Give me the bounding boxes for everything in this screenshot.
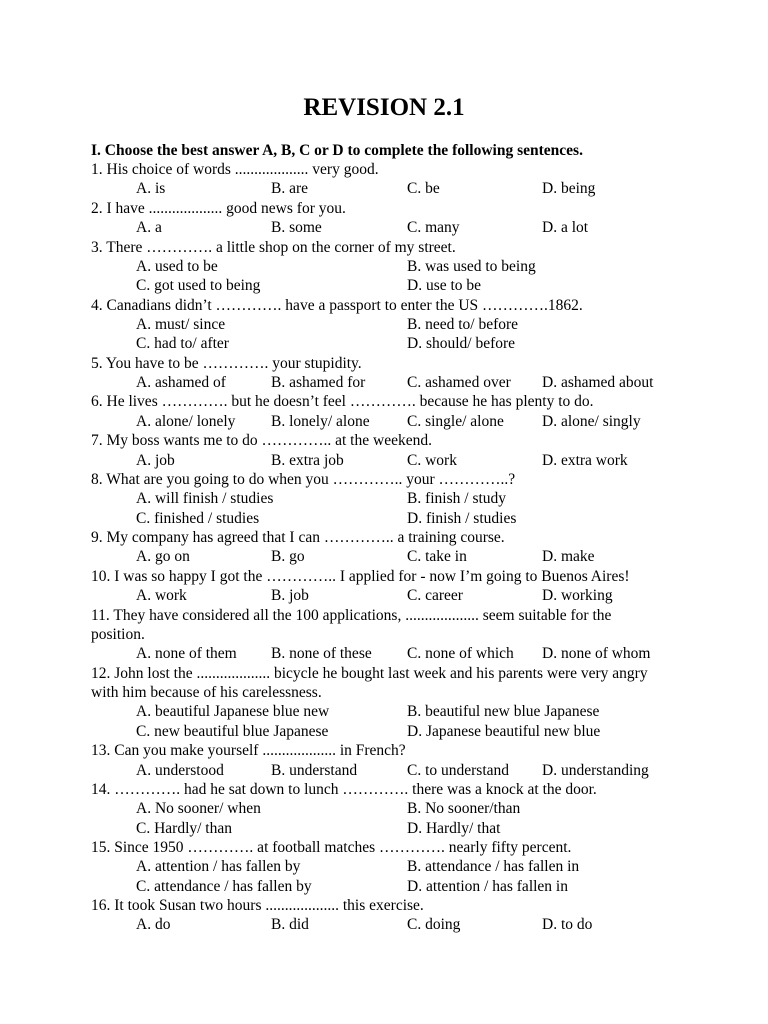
question-3-option-d: D. use to be: [407, 277, 482, 295]
question-1-option-c: C. be: [407, 180, 440, 198]
question-15-option-b: B. attendance / has fallen in: [407, 858, 580, 876]
question-11-option-d: D. none of whom: [542, 645, 651, 663]
question-13-stem: 13. Can you make yourself ................... in French?: [91, 742, 406, 760]
question-5-option-b: B. ashamed for: [271, 374, 366, 392]
question-16-stem: 16. It took Susan two hours ................... this exercise.: [91, 897, 424, 915]
question-13-option-c: C. to understand: [407, 761, 510, 779]
question-3-option-b: B. was used to being: [407, 257, 536, 275]
question-7-option-d: D. extra work: [542, 451, 628, 469]
page-title: REVISION 2.1: [303, 94, 465, 121]
question-11-stem: 11. They have considered all the 100 applications, ................... seem suitable for the: [91, 606, 612, 624]
question-8-option-a: A. will finish / studies: [136, 490, 274, 508]
question-14-option-c: C. Hardly/ than: [136, 819, 232, 837]
question-2-option-d: D. a lot: [542, 219, 589, 237]
question-10-option-b: B. job: [271, 587, 309, 605]
question-14-option-d: D. Hardly/ that: [407, 819, 501, 837]
question-15-stem: 15. Since 1950 …………. at football matches …………. nearly fifty percent.: [91, 839, 572, 856]
question-9-option-b: B. go: [271, 548, 305, 566]
question-14-stem: 14. …………. had he sat down to lunch …………. there was a knock at the door.: [91, 780, 597, 798]
question-5-stem: 5. You have to be …………. your stupidity.: [91, 354, 362, 372]
question-1-option-d: D. being: [542, 180, 596, 198]
question-11-option-c: C. none of which: [407, 645, 514, 663]
question-4-option-d: D. should/ before: [407, 335, 516, 353]
question-8-stem: 8. What are you going to do when you ………….. your …………..?: [91, 470, 516, 488]
question-13-option-d: D. understanding: [542, 761, 649, 779]
question-13-option-a: A. understood: [136, 761, 224, 779]
question-8-option-c: C. finished / studies: [136, 509, 260, 527]
question-1-option-b: B. are: [271, 180, 309, 198]
question-6-option-a: A. alone/ lonely: [136, 412, 236, 430]
question-6-option-b: B. lonely/ alone: [271, 412, 370, 430]
question-16-option-c: C. doing: [407, 916, 461, 934]
question-4-option-a: A. must/ since: [136, 316, 226, 333]
question-4-option-c: C. had to/ after: [136, 335, 229, 353]
question-13-option-b: B. understand: [271, 761, 358, 779]
section-instruction: I. Choose the best answer A, B, C or D to complete the following sentences.: [91, 142, 583, 159]
question-10-stem: 10. I was so happy I got the ………….. I applied for - now I’m going to Buenos Aires!: [91, 567, 630, 585]
question-14-option-a: A. No sooner/ when: [136, 800, 261, 818]
question-9-option-a: A. go on: [136, 548, 190, 566]
question-3-stem: 3. There …………. a little shop on the corner of my street.: [91, 238, 456, 256]
question-7-stem: 7. My boss wants me to do ………….. at the weekend.: [91, 432, 432, 450]
question-9-stem: 9. My company has agreed that I can ………….. a training course.: [91, 529, 505, 546]
question-8-option-b: B. finish / study: [407, 490, 507, 508]
question-7-option-b: B. extra job: [271, 451, 344, 469]
question-15-option-a: A. attention / has fallen by: [136, 858, 301, 876]
question-12-option-c: C. new beautiful blue Japanese: [136, 722, 329, 740]
question-5-option-d: D. ashamed about: [542, 374, 654, 392]
question-16-option-d: D. to do: [542, 916, 593, 934]
question-2-option-c: C. many: [407, 219, 460, 237]
question-15-option-d: D. attention / has fallen in: [407, 877, 568, 895]
question-5-option-a: A. ashamed of: [136, 374, 226, 392]
question-12-stem: with him because of his carelessness.: [91, 684, 322, 701]
question-6-option-c: C. single/ alone: [407, 412, 504, 430]
question-6-stem: 6. He lives …………. but he doesn’t feel …………. because he has plenty to do.: [91, 393, 594, 411]
question-16-option-a: A. do: [136, 916, 171, 934]
question-3-option-c: C. got used to being: [136, 277, 261, 295]
question-1-option-a: A. is: [136, 180, 166, 198]
question-7-option-a: A. job: [136, 451, 175, 469]
question-15-option-c: C. attendance / has fallen by: [136, 877, 312, 895]
question-10-option-d: D. working: [542, 587, 613, 605]
question-9-option-c: C. take in: [407, 548, 467, 566]
question-10-option-a: A. work: [136, 587, 187, 605]
question-10-option-c: C. career: [407, 587, 463, 605]
question-8-option-d: D. finish / studies: [407, 509, 517, 527]
question-4-stem: 4. Canadians didn’t …………. have a passport to enter the US ………….1862.: [91, 296, 583, 314]
question-16-option-b: B. did: [271, 916, 309, 934]
question-2-option-a: A. a: [136, 219, 162, 237]
question-2-option-b: B. some: [271, 219, 322, 237]
question-11-option-a: A. none of them: [136, 645, 237, 663]
question-3-option-a: A. used to be: [136, 257, 218, 275]
question-12-option-a: A. beautiful Japanese blue new: [136, 703, 330, 721]
question-11-stem: position.: [91, 625, 145, 643]
question-1-stem: 1. His choice of words ................... very good.: [91, 161, 379, 178]
question-11-option-b: B. none of these: [271, 645, 372, 663]
question-7-option-c: C. work: [407, 451, 457, 469]
question-9-option-d: D. make: [542, 548, 595, 566]
question-12-option-b: B. beautiful new blue Japanese: [407, 703, 600, 721]
question-12-stem: 12. John lost the ................... bicycle he bought last week and his parents were very angry: [91, 664, 648, 682]
question-6-option-d: D. alone/ singly: [542, 412, 641, 430]
question-4-option-b: B. need to/ before: [407, 316, 519, 333]
question-2-stem: 2. I have ................... good news for you.: [91, 199, 346, 217]
question-5-option-c: C. ashamed over: [407, 374, 511, 392]
question-12-option-d: D. Japanese beautiful new blue: [407, 722, 601, 740]
question-14-option-b: B. No sooner/than: [407, 800, 521, 818]
